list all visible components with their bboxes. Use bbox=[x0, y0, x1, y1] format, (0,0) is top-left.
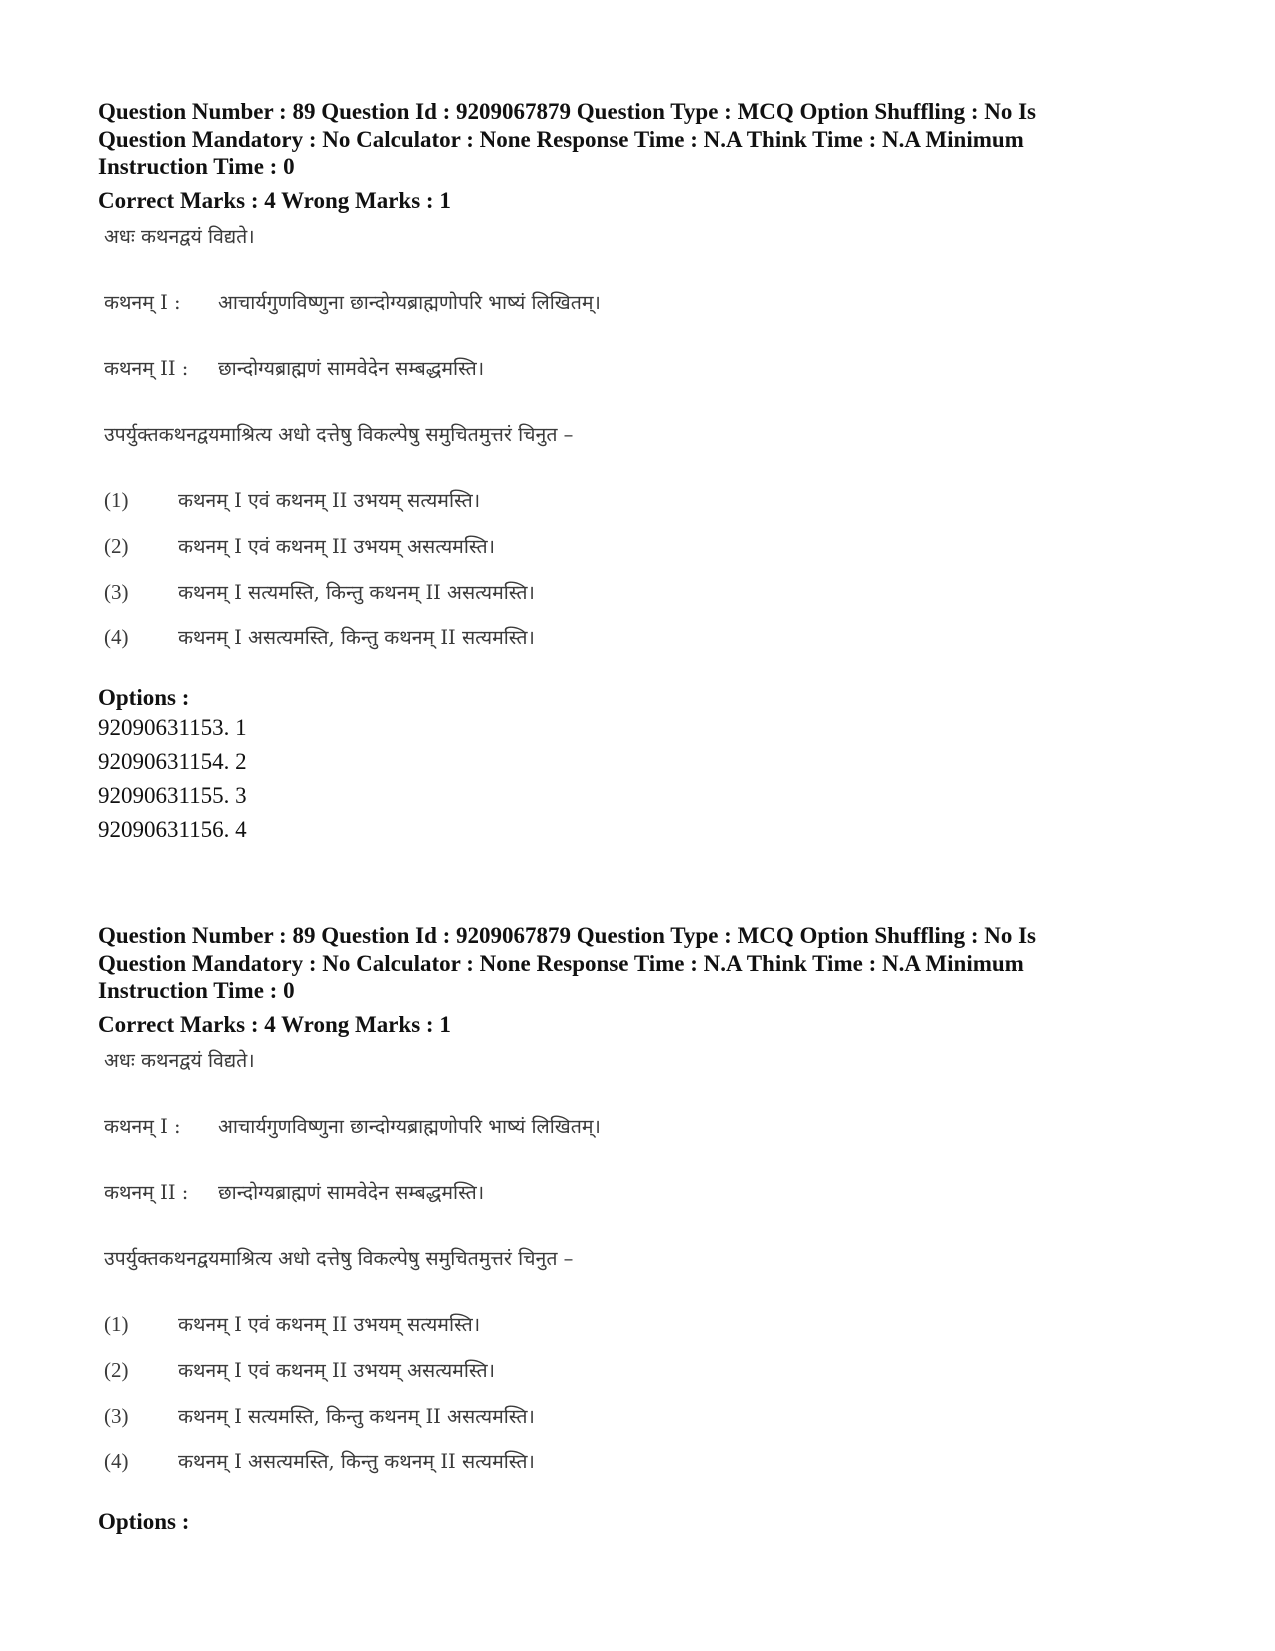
question-instruction: उपर्युक्तकथनद्वयमाश्रित्य अधो दत्तेषु विकल्पेषु समुचितमुत्तरं चिनुत – bbox=[104, 422, 574, 446]
choice-item bbox=[104, 578, 535, 605]
choice-item bbox=[104, 623, 535, 650]
choice-number: (1) bbox=[104, 487, 129, 512]
question-block bbox=[98, 98, 1178, 847]
question-meta-line: Instruction Time : 0 bbox=[98, 154, 295, 179]
marks-line: Correct Marks : 4 Wrong Marks : 1 bbox=[98, 1011, 451, 1037]
statement-label: कथनम् II : bbox=[104, 356, 189, 380]
choice-number: (3) bbox=[104, 579, 129, 604]
options-heading: Options : bbox=[98, 1508, 190, 1534]
choice-number: (2) bbox=[104, 1357, 129, 1382]
choice-item bbox=[104, 1402, 535, 1429]
marks-line: Correct Marks : 4 Wrong Marks : 1 bbox=[98, 187, 451, 213]
choice-item bbox=[104, 532, 495, 559]
question-image bbox=[104, 1038, 1178, 1508]
option-row: 92090631154. 2 bbox=[98, 748, 247, 774]
choice-item bbox=[104, 1356, 495, 1383]
options-heading: Options : bbox=[98, 684, 190, 710]
statement-text: आचार्यगुणविष्णुना छान्दोग्यब्राह्मणोपरि भाष्यं लिखितम्। bbox=[218, 290, 601, 314]
question-instruction: उपर्युक्तकथनद्वयमाश्रित्य अधो दत्तेषु विकल्पेषु समुचितमुत्तरं चिनुत – bbox=[104, 1246, 574, 1270]
question-image bbox=[104, 214, 1178, 684]
choice-text: कथनम् I असत्यमस्ति, किन्तु कथनम् II सत्यमस्ति। bbox=[178, 625, 535, 649]
choice-text: कथनम् I सत्यमस्ति, किन्तु कथनम् II असत्यमस्ति। bbox=[178, 580, 535, 604]
choice-text: कथनम् I एवं कथनम् II उभयम् असत्यमस्ति। bbox=[178, 534, 495, 558]
choice-text: कथनम् I सत्यमस्ति, किन्तु कथनम् II असत्यमस्ति। bbox=[178, 1404, 535, 1428]
question-meta-line: Question Mandatory : No Calculator : None Response Time : N.A Think Time : N.A Minimum bbox=[98, 950, 1024, 976]
option-row: 92090631153. 1 bbox=[98, 714, 247, 740]
choice-item bbox=[104, 486, 480, 513]
statement-label: कथनम् I : bbox=[104, 290, 181, 314]
choice-text: कथनम् I असत्यमस्ति, किन्तु कथनम् II सत्यमस्ति। bbox=[178, 1449, 535, 1473]
choice-number: (3) bbox=[104, 1403, 129, 1428]
statement-1 bbox=[104, 1112, 601, 1139]
statement-text: छान्दोग्यब्राह्मणं सामवेदेन सम्बद्धमस्ति। bbox=[218, 356, 485, 380]
option-row: 92090631156. 4 bbox=[98, 816, 247, 842]
choice-text: कथनम् I एवं कथनम् II उभयम् सत्यमस्ति। bbox=[178, 488, 481, 512]
choice-number: (2) bbox=[104, 533, 129, 558]
choice-number: (4) bbox=[104, 624, 129, 649]
question-meta-line: Question Mandatory : No Calculator : None Response Time : N.A Think Time : N.A Minimum bbox=[98, 126, 1024, 152]
question-intro: अधः कथनद्वयं विद्यते। bbox=[104, 224, 255, 248]
statement-label: कथनम् II : bbox=[104, 1180, 189, 1204]
choice-text: कथनम् I एवं कथनम् II उभयम् असत्यमस्ति। bbox=[178, 1358, 495, 1382]
choice-item bbox=[104, 1447, 535, 1474]
question-meta-line: Question Number : 89 Question Id : 9209067879 Question Type : MCQ Option Shuffling : No Is bbox=[98, 99, 1037, 124]
choice-number: (4) bbox=[104, 1448, 129, 1473]
statement-text: आचार्यगुणविष्णुना छान्दोग्यब्राह्मणोपरि भाष्यं लिखितम्। bbox=[218, 1114, 601, 1138]
question-meta-line: Instruction Time : 0 bbox=[98, 978, 295, 1003]
choice-number: (1) bbox=[104, 1311, 129, 1336]
question-intro: अधः कथनद्वयं विद्यते। bbox=[104, 1048, 255, 1072]
question-block bbox=[98, 922, 1178, 1535]
statement-label: कथनम् I : bbox=[104, 1114, 181, 1138]
statement-2 bbox=[104, 1178, 484, 1205]
choice-text: कथनम् I एवं कथनम् II उभयम् सत्यमस्ति। bbox=[178, 1312, 481, 1336]
question-meta-line: Question Number : 89 Question Id : 9209067879 Question Type : MCQ Option Shuffling : No Is bbox=[98, 923, 1037, 948]
statement-2 bbox=[104, 354, 484, 381]
option-row: 92090631155. 3 bbox=[98, 782, 247, 808]
statement-text: छान्दोग्यब्राह्मणं सामवेदेन सम्बद्धमस्ति। bbox=[218, 1180, 485, 1204]
statement-1 bbox=[104, 288, 601, 315]
choice-item bbox=[104, 1310, 480, 1337]
